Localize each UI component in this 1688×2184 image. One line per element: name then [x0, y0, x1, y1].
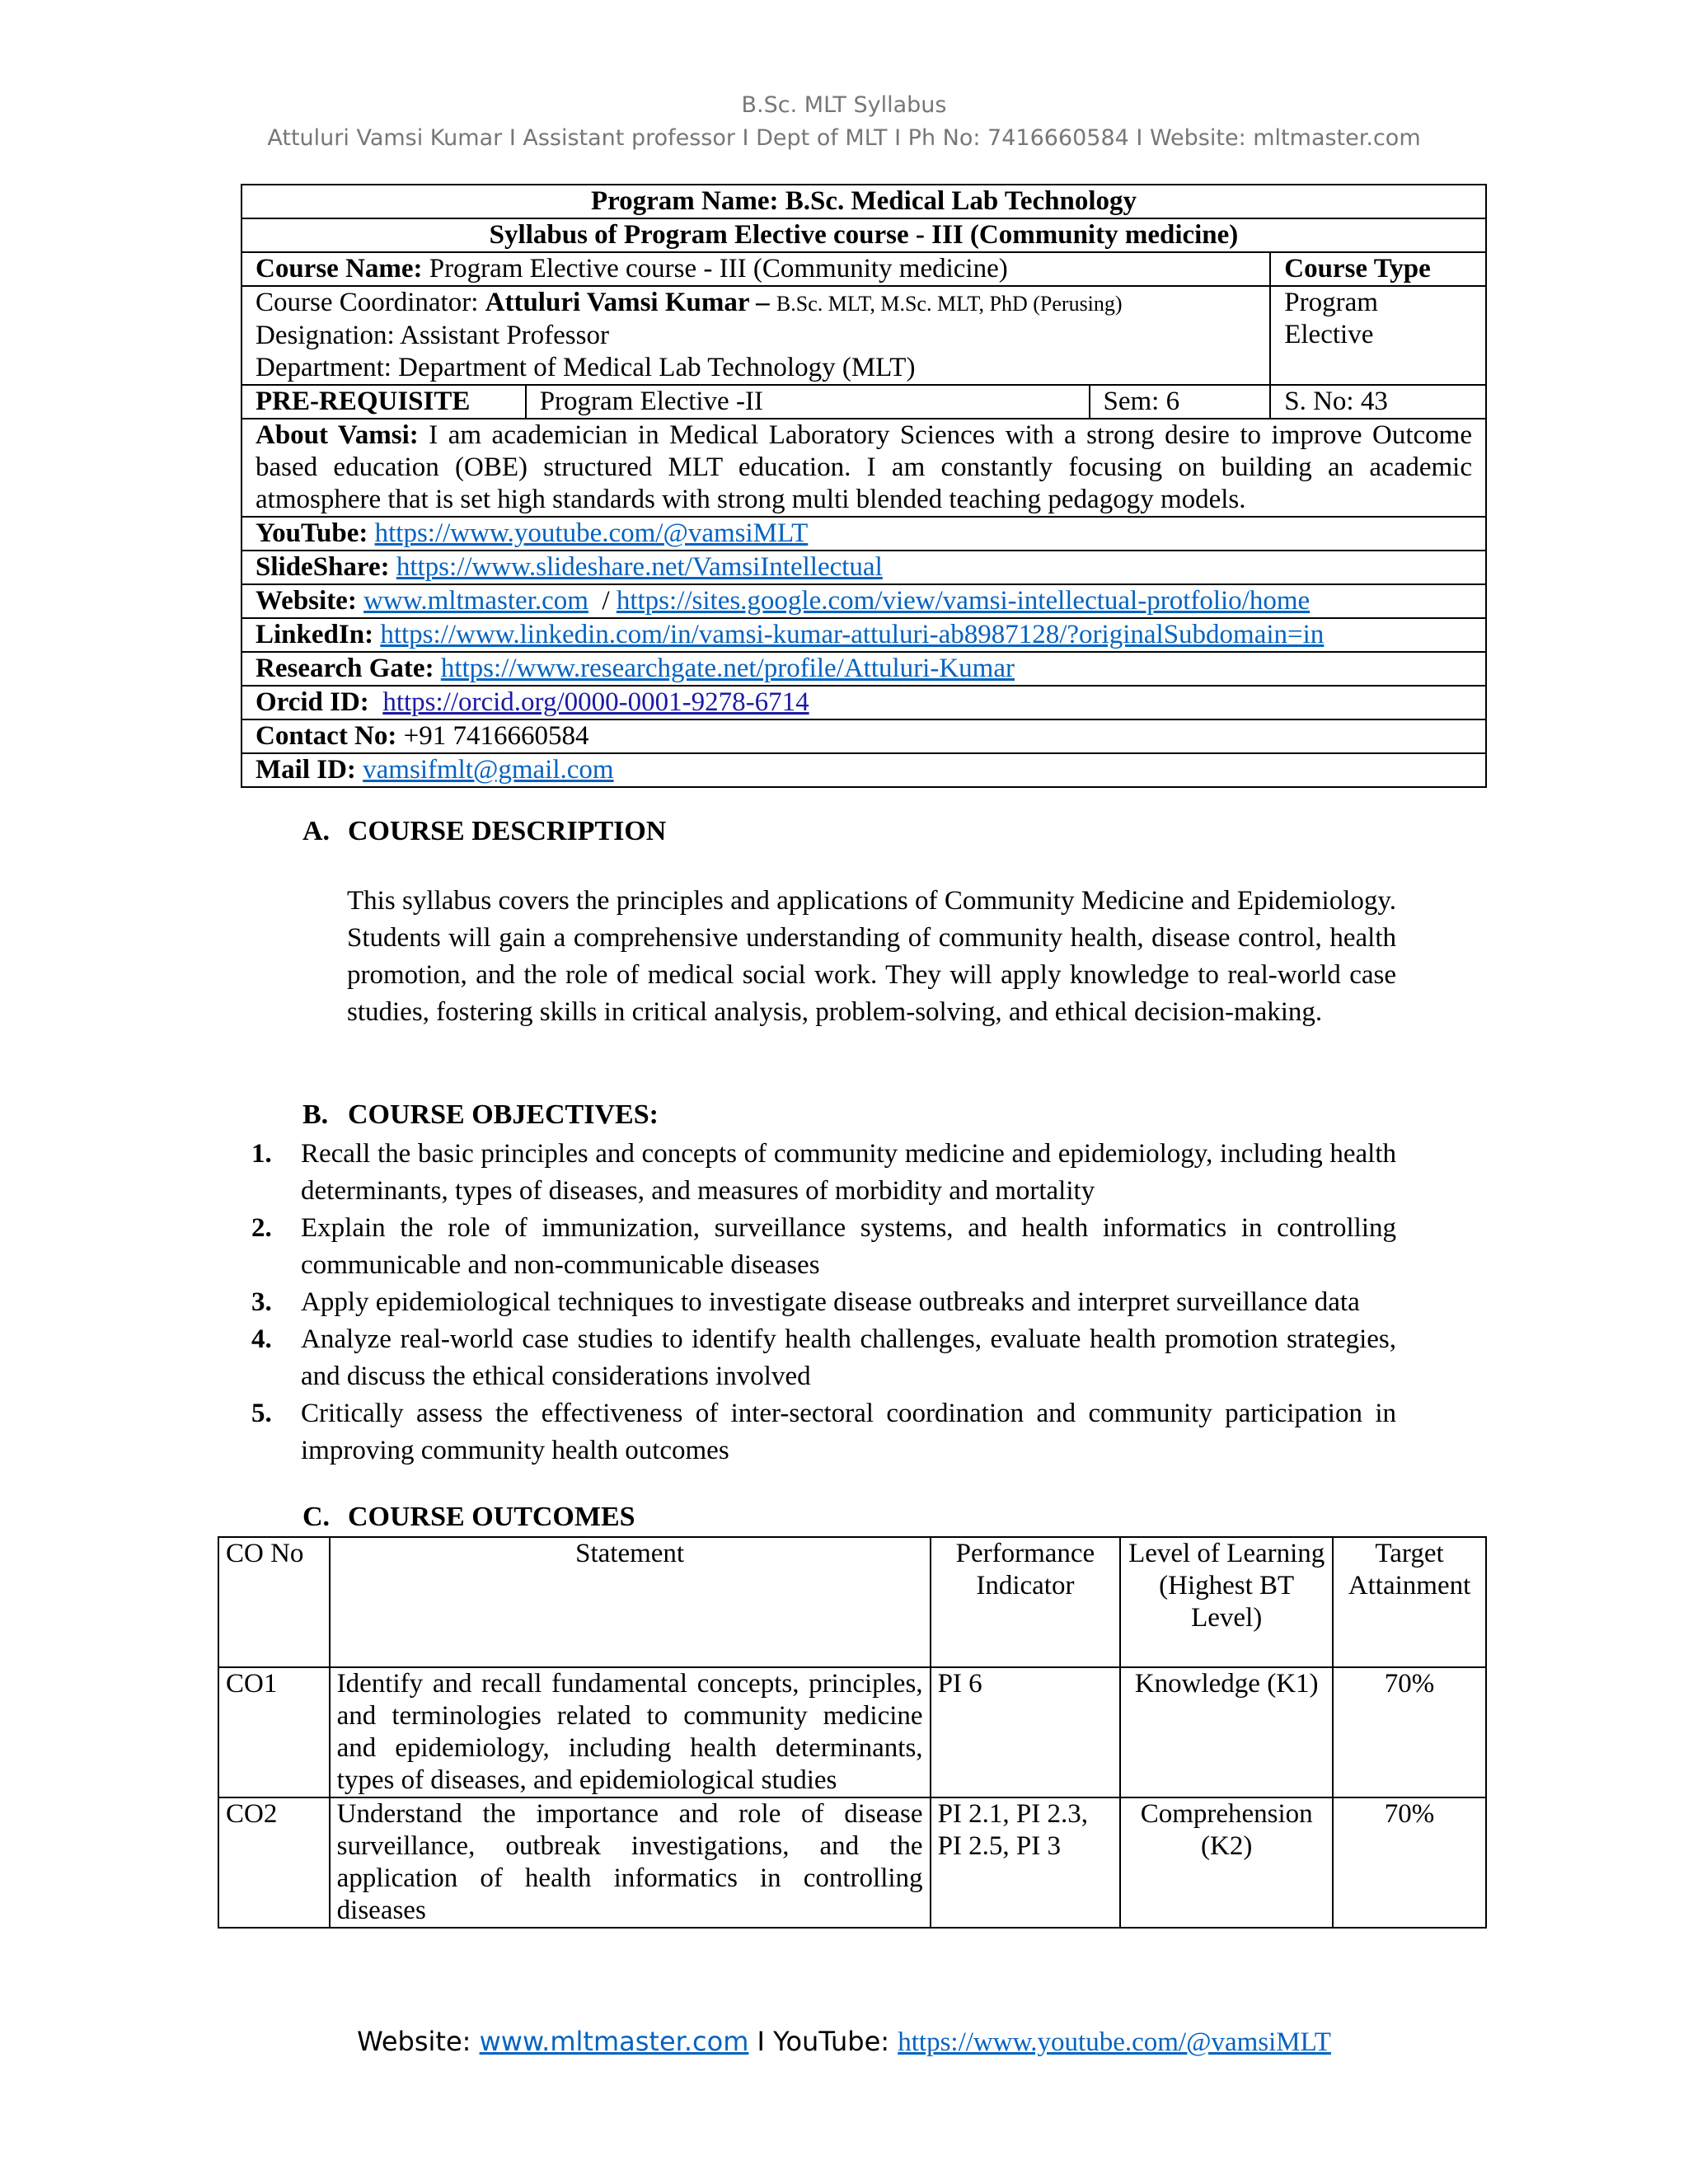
syllabus-title: Syllabus of Program Elective course - III (Community medicine) [241, 218, 1486, 252]
linkedin-row [241, 618, 1486, 652]
section-c-title: COURSE OUTCOMES [348, 1502, 635, 1532]
objective-item [251, 1284, 1396, 1321]
program-name: Program Name: B.Sc. Medical Lab Technology [241, 185, 1486, 218]
youtube-label: YouTube: [256, 518, 368, 548]
co-level: Comprehension (K2) [1120, 1797, 1333, 1928]
researchgate-label: Research Gate: [256, 654, 434, 683]
footer-website-link[interactable]: www.mltmaster.com [479, 2026, 749, 2057]
header-level-of-learning: Level of Learning (Highest BT Level) [1120, 1537, 1333, 1667]
objective-item [251, 1210, 1396, 1284]
co-number: CO2 [218, 1797, 330, 1928]
coordinator-label: Course Coordinator: [256, 288, 485, 317]
objective-text: Apply epidemiological techniques to investigate disease outbreaks and interpret surveillance data [301, 1287, 1360, 1317]
header-performance-indicator: Performance Indicator [931, 1537, 1121, 1667]
youtube-row [241, 517, 1486, 551]
linkedin-link[interactable]: https://www.linkedin.com/in/vamsi-kumar-attuluri-ab8987128/?originalSubdomain=in [380, 620, 1325, 649]
page-header-title: B.Sc. MLT Syllabus [741, 92, 947, 118]
objective-item [251, 1136, 1396, 1210]
orcid-label: Orcid ID: [256, 687, 369, 717]
slideshare-label: SlideShare: [256, 552, 390, 582]
header-co-no: CO No [218, 1537, 330, 1667]
objective-item [251, 1395, 1396, 1469]
mail-label: Mail ID: [256, 755, 356, 785]
slideshare-row [241, 551, 1486, 584]
prereq-value: Program Elective -II [526, 385, 1090, 419]
section-a-title: COURSE DESCRIPTION [348, 816, 667, 846]
semester: Sem: 6 [1090, 385, 1271, 419]
portfolio-link[interactable]: https://sites.google.com/view/vamsi-intellectual-protfolio/home [616, 586, 1311, 616]
course-name-cell [241, 252, 1270, 286]
section-b-letter: B. [302, 1099, 329, 1130]
contact-label: Contact No: [256, 721, 397, 751]
objective-number: 4. [251, 1324, 272, 1354]
objective-number: 1. [251, 1139, 272, 1169]
objective-text: Analyze real-world case studies to identify health challenges, evaluate health promotion strategies, and discuss the ethical considerations involved [301, 1324, 1396, 1391]
co-target: 70% [1333, 1667, 1486, 1797]
department: Department: Department of Medical Lab Technology (MLT) [256, 353, 916, 382]
website-row [241, 584, 1486, 618]
objective-item [251, 1321, 1396, 1395]
orcid-link[interactable]: https://orcid.org/0000-0001-9278-6714 [382, 687, 809, 717]
page-header-author: Attuluri Vamsi Kumar I Assistant professor I Dept of MLT I Ph No: 7416660584 I Website: mltmaster.com [267, 125, 1421, 151]
researchgate-row [241, 652, 1486, 686]
co-performance-indicator: PI 2.1, PI 2.3, PI 2.5, PI 3 [931, 1797, 1121, 1928]
section-b-heading [302, 1099, 659, 1131]
coordinator-quals: B.Sc. MLT, M.Sc. MLT, PhD (Perusing) [776, 292, 1123, 316]
about-cell [241, 419, 1486, 517]
course-type-label: Course Type [1270, 252, 1486, 286]
objective-text: Recall the basic principles and concepts of community medicine and epidemiology, including health determinants, types of diseases, and measures of morbidity and mortality [301, 1139, 1396, 1206]
co-level: Knowledge (K1) [1120, 1667, 1333, 1797]
objective-number: 3. [251, 1287, 272, 1317]
co-performance-indicator: PI 6 [931, 1667, 1121, 1797]
designation: Designation: Assistant Professor [256, 321, 609, 350]
course-outcomes-table [218, 1536, 1487, 1929]
section-c-heading [302, 1502, 635, 1533]
table-row [218, 1797, 1486, 1928]
section-a-heading [302, 816, 666, 847]
page-footer [0, 2026, 1688, 2058]
about-label: About Vamsi: [256, 420, 419, 450]
objective-number: 2. [251, 1213, 272, 1243]
header-target-attainment: Target Attainment [1333, 1537, 1486, 1667]
co-number: CO1 [218, 1667, 330, 1797]
objective-text: Critically assess the effectiveness of inter-sectoral coordination and community participation in improving community health outcomes [301, 1399, 1396, 1465]
prereq-label: PRE-REQUISITE [241, 385, 526, 419]
footer-website-label: Website: [357, 2026, 480, 2057]
website-label: Website: [256, 586, 357, 616]
serial-number: S. No: 43 [1270, 385, 1486, 419]
slideshare-link[interactable]: https://www.slideshare.net/VamsiIntellectual [396, 552, 883, 582]
course-type-value-2: Elective [1284, 320, 1374, 349]
co-statement: Understand the importance and role of disease surveillance, outbreak investigations, and the application of health informatics in controlling diseases [330, 1797, 931, 1928]
section-c-letter: C. [302, 1502, 331, 1532]
youtube-link[interactable]: https://www.youtube.com/@vamsiMLT [374, 518, 809, 548]
section-a-letter: A. [302, 816, 331, 846]
table-row [218, 1667, 1486, 1797]
objective-number: 5. [251, 1399, 272, 1428]
mail-link[interactable]: vamsifmlt@gmail.com [363, 755, 614, 785]
co-statement: Identify and recall fundamental concepts, principles, and terminologies related to community medicine and epidemiology, including health determinants, types of diseases, and epidemiological studies [330, 1667, 931, 1797]
course-type-value-1: Program [1284, 288, 1378, 317]
co-target: 70% [1333, 1797, 1486, 1928]
course-info-table [241, 184, 1487, 788]
objective-text: Explain the role of immunization, surveillance systems, and health informatics in controlling communicable and non-communicable diseases [301, 1213, 1396, 1280]
researchgate-link[interactable]: https://www.researchgate.net/profile/Attuluri-Kumar [440, 654, 1015, 683]
website-separator: / [588, 586, 617, 616]
course-type-cell [1270, 286, 1486, 385]
course-name-label: Course Name: [256, 254, 423, 284]
contact-row [241, 719, 1486, 753]
objectives-list [251, 1136, 1396, 1469]
orcid-row [241, 686, 1486, 719]
coordinator-cell [241, 286, 1270, 385]
about-text: I am academician in Medical Laboratory Sciences with a strong desire to improve Outcome based education (OBE) structured MLT education. I am constantly focusing on building an academic atmosphere that is set high standards with strong multi blended teaching pedagogy models. [256, 420, 1472, 514]
course-description: This syllabus covers the principles and applications of Community Medicine and Epidemiology. Students will gain a comprehensive understanding of community health, disease control, health promotion, and the role of medical social work. They will apply knowledge to real-world case studies, fostering skills in critical analysis, problem-solving, and ethical decision-making. [347, 886, 1396, 1027]
linkedin-label: LinkedIn: [256, 620, 374, 649]
coordinator-name: Attuluri Vamsi Kumar – [485, 288, 776, 317]
footer-separator: I YouTube: [748, 2026, 898, 2057]
contact-value: +91 7416660584 [396, 721, 589, 751]
website-link[interactable]: www.mltmaster.com [363, 586, 588, 616]
section-b-title: COURSE OBJECTIVES: [348, 1099, 659, 1130]
header-statement: Statement [330, 1537, 931, 1667]
course-name-value: Program Elective course - III (Community medicine) [422, 254, 1008, 284]
mail-row [241, 753, 1486, 787]
footer-youtube-link[interactable]: https://www.youtube.com/@vamsiMLT [898, 2027, 1331, 2057]
